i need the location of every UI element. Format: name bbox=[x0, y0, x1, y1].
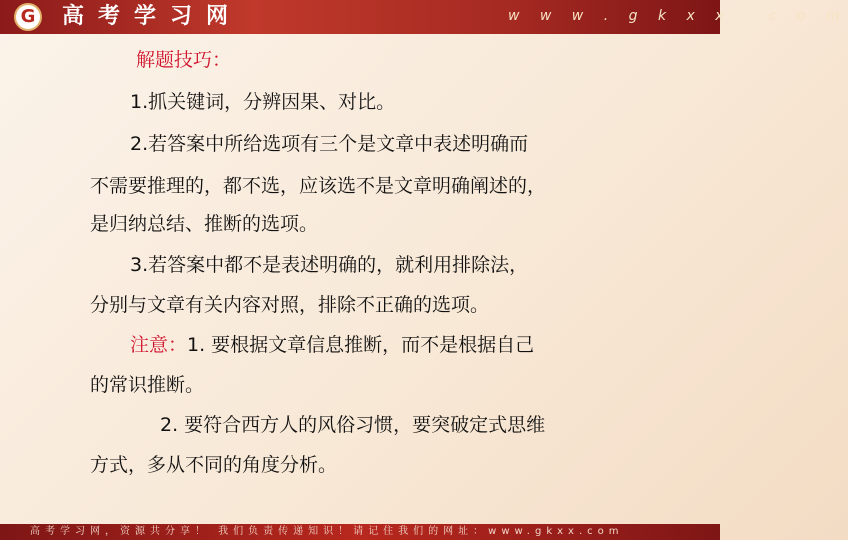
note-label: 注意： bbox=[130, 334, 188, 356]
note-2-line-1: 2. 要符合西方人的风俗习惯，要突破定式思维 bbox=[160, 414, 546, 436]
tip-3-line-1: 3.若答案中都不是表述明确的，就利用排除法， bbox=[130, 254, 529, 276]
site-logo-icon[interactable] bbox=[14, 3, 42, 31]
tip-3-line-2: 分别与文章有关内容对照，排除不正确的选项。 bbox=[90, 294, 490, 316]
footer-bar bbox=[0, 524, 720, 540]
note-1-text: 1. 要根据文章信息推断，而不是根据自己 bbox=[187, 334, 535, 356]
header-bar bbox=[0, 0, 848, 34]
tip-2-line-1: 2.若答案中所给选项有三个是文章中表述明确而 bbox=[130, 133, 529, 155]
note-line-1 bbox=[130, 332, 534, 358]
tip-2-line-3: 是归纳总结、推断的选项。 bbox=[90, 213, 319, 235]
logo-letter: G bbox=[20, 6, 36, 27]
note-1-line-2: 的常识推断。 bbox=[90, 374, 205, 396]
tip-2-line-2: 不需要推理的，都不选，应该选不是文章明确阐述的， bbox=[90, 175, 547, 197]
site-brand-name[interactable]: 高考学习网 bbox=[62, 4, 243, 29]
note-2-line-2: 方式，多从不同的角度分析。 bbox=[90, 454, 338, 476]
site-url[interactable]: w w w . g k x x . c o m bbox=[508, 8, 848, 24]
slide-heading: 解题技巧： bbox=[136, 49, 232, 71]
tip-1: 1.抓关键词，分辨因果、对比。 bbox=[130, 91, 396, 113]
footer-text: 高考学习网，资源共分享！ 我们负责传递知识！请记住我们的网址：www.gkxx.com bbox=[30, 526, 624, 537]
